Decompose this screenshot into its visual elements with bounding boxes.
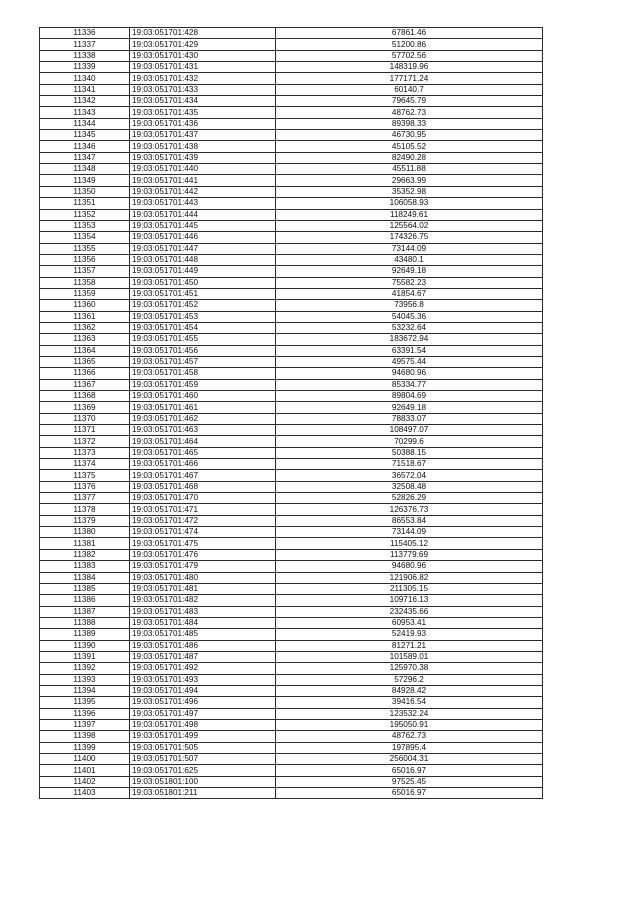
row-id-cell: 11338 xyxy=(40,50,130,61)
amount-cell: 101589.01 xyxy=(276,651,543,662)
table-row xyxy=(40,334,543,345)
cadastral-number-cell: 19:03:051701:442 xyxy=(130,186,276,197)
amount-cell: 92649.18 xyxy=(276,266,543,277)
amount-cell: 256004.31 xyxy=(276,754,543,765)
table-row xyxy=(40,776,543,787)
cadastral-number-cell: 19:03:051701:481 xyxy=(130,583,276,594)
cadastral-number-cell: 19:03:051701:431 xyxy=(130,62,276,73)
table-row xyxy=(40,391,543,402)
amount-cell: 45105.52 xyxy=(276,141,543,152)
row-id-cell: 11396 xyxy=(40,708,130,719)
table-row xyxy=(40,277,543,288)
cadastral-number-cell: 19:03:051701:476 xyxy=(130,549,276,560)
cadastral-number-cell: 19:03:051701:485 xyxy=(130,629,276,640)
cadastral-number-cell: 19:03:051701:433 xyxy=(130,84,276,95)
amount-cell: 121906.82 xyxy=(276,572,543,583)
cadastral-number-cell: 19:03:051701:465 xyxy=(130,447,276,458)
table-body xyxy=(40,28,543,799)
cadastral-number-cell: 19:03:051701:436 xyxy=(130,118,276,129)
amount-cell: 106058.93 xyxy=(276,198,543,209)
amount-cell: 197895.4 xyxy=(276,742,543,753)
amount-cell: 79645.79 xyxy=(276,96,543,107)
table-row xyxy=(40,538,543,549)
table-row xyxy=(40,311,543,322)
amount-cell: 65016.97 xyxy=(276,765,543,776)
row-id-cell: 11364 xyxy=(40,345,130,356)
cadastral-number-cell: 19:03:051701:457 xyxy=(130,356,276,367)
cadastral-number-cell: 19:03:051701:440 xyxy=(130,164,276,175)
table-row xyxy=(40,254,543,265)
amount-cell: 89398.33 xyxy=(276,118,543,129)
amount-cell: 81271.21 xyxy=(276,640,543,651)
row-id-cell: 11342 xyxy=(40,96,130,107)
table-row xyxy=(40,731,543,742)
amount-cell: 50388.15 xyxy=(276,447,543,458)
row-id-cell: 11379 xyxy=(40,515,130,526)
cadastral-number-cell: 19:03:051701:493 xyxy=(130,674,276,685)
cadastral-number-cell: 19:03:051701:446 xyxy=(130,232,276,243)
table-row xyxy=(40,266,543,277)
row-id-cell: 11345 xyxy=(40,130,130,141)
table-row xyxy=(40,504,543,515)
cadastral-number-cell: 19:03:051701:447 xyxy=(130,243,276,254)
row-id-cell: 11383 xyxy=(40,561,130,572)
table-row xyxy=(40,651,543,662)
cadastral-number-cell: 19:03:051701:482 xyxy=(130,595,276,606)
cadastral-number-cell: 19:03:051701:455 xyxy=(130,334,276,345)
amount-cell: 109716.13 xyxy=(276,595,543,606)
table-row xyxy=(40,515,543,526)
amount-cell: 39416.54 xyxy=(276,697,543,708)
row-id-cell: 11392 xyxy=(40,663,130,674)
table-row xyxy=(40,96,543,107)
amount-cell: 75582.23 xyxy=(276,277,543,288)
amount-cell: 70299.6 xyxy=(276,436,543,447)
cadastral-number-cell: 19:03:051701:475 xyxy=(130,538,276,549)
amount-cell: 41854.67 xyxy=(276,288,543,299)
cadastral-number-cell: 19:03:051701:437 xyxy=(130,130,276,141)
row-id-cell: 11375 xyxy=(40,470,130,481)
row-id-cell: 11360 xyxy=(40,300,130,311)
amount-cell: 78833.07 xyxy=(276,413,543,424)
table-row xyxy=(40,527,543,538)
row-id-cell: 11380 xyxy=(40,527,130,538)
cadastral-number-cell: 19:03:051701:468 xyxy=(130,481,276,492)
table-row xyxy=(40,322,543,333)
cadastral-number-cell: 19:03:051701:454 xyxy=(130,322,276,333)
amount-cell: 174326.75 xyxy=(276,232,543,243)
cadastral-number-cell: 19:03:051701:428 xyxy=(130,28,276,39)
table-row xyxy=(40,572,543,583)
amount-cell: 113779.69 xyxy=(276,549,543,560)
row-id-cell: 11344 xyxy=(40,118,130,129)
row-id-cell: 11363 xyxy=(40,334,130,345)
cadastral-number-cell: 19:03:051701:494 xyxy=(130,685,276,696)
cadastral-number-cell: 19:03:051701:625 xyxy=(130,765,276,776)
amount-cell: 48762.73 xyxy=(276,107,543,118)
row-id-cell: 11393 xyxy=(40,674,130,685)
amount-cell: 89804.69 xyxy=(276,391,543,402)
table-row xyxy=(40,379,543,390)
amount-cell: 71518.67 xyxy=(276,459,543,470)
row-id-cell: 11347 xyxy=(40,152,130,163)
cadastral-number-cell: 19:03:051701:497 xyxy=(130,708,276,719)
cadastral-number-cell: 19:03:051701:429 xyxy=(130,39,276,50)
amount-cell: 36572.04 xyxy=(276,470,543,481)
cadastral-number-cell: 19:03:051701:458 xyxy=(130,368,276,379)
amount-cell: 118249.61 xyxy=(276,209,543,220)
row-id-cell: 11385 xyxy=(40,583,130,594)
cadastral-number-cell: 19:03:051701:452 xyxy=(130,300,276,311)
row-id-cell: 11370 xyxy=(40,413,130,424)
row-id-cell: 11343 xyxy=(40,107,130,118)
table-row xyxy=(40,130,543,141)
cadastral-number-cell: 19:03:051701:462 xyxy=(130,413,276,424)
amount-cell: 123532.24 xyxy=(276,708,543,719)
table-row xyxy=(40,141,543,152)
table-row xyxy=(40,493,543,504)
table-row xyxy=(40,583,543,594)
amount-cell: 97525.45 xyxy=(276,776,543,787)
cadastral-number-cell: 19:03:051701:466 xyxy=(130,459,276,470)
cadastral-number-cell: 19:03:051701:449 xyxy=(130,266,276,277)
amount-cell: 48762.73 xyxy=(276,731,543,742)
table-row xyxy=(40,606,543,617)
cadastral-number-cell: 19:03:051701:459 xyxy=(130,379,276,390)
cadastral-number-cell: 19:03:051701:499 xyxy=(130,731,276,742)
row-id-cell: 11346 xyxy=(40,141,130,152)
cadastral-number-cell: 19:03:051701:484 xyxy=(130,617,276,628)
amount-cell: 73144.09 xyxy=(276,527,543,538)
cadastral-number-cell: 19:03:051701:463 xyxy=(130,425,276,436)
cadastral-number-cell: 19:03:051701:443 xyxy=(130,198,276,209)
cadastral-number-cell: 19:03:051701:471 xyxy=(130,504,276,515)
table-row xyxy=(40,243,543,254)
cadastral-number-cell: 19:03:051701:479 xyxy=(130,561,276,572)
cadastral-number-cell: 19:03:051701:496 xyxy=(130,697,276,708)
row-id-cell: 11348 xyxy=(40,164,130,175)
table-row xyxy=(40,413,543,424)
row-id-cell: 11359 xyxy=(40,288,130,299)
row-id-cell: 11352 xyxy=(40,209,130,220)
cadastral-number-cell: 19:03:051701:430 xyxy=(130,50,276,61)
row-id-cell: 11336 xyxy=(40,28,130,39)
cadastral-number-cell: 19:03:051701:438 xyxy=(130,141,276,152)
table-row xyxy=(40,164,543,175)
amount-cell: 29663.99 xyxy=(276,175,543,186)
cadastral-number-cell: 19:03:051801:211 xyxy=(130,788,276,799)
table-row xyxy=(40,107,543,118)
cadastral-number-cell: 19:03:051701:464 xyxy=(130,436,276,447)
table-row xyxy=(40,481,543,492)
row-id-cell: 11340 xyxy=(40,73,130,84)
row-id-cell: 11369 xyxy=(40,402,130,413)
table-row xyxy=(40,685,543,696)
row-id-cell: 11382 xyxy=(40,549,130,560)
amount-cell: 115405.12 xyxy=(276,538,543,549)
cadastral-number-cell: 19:03:051701:480 xyxy=(130,572,276,583)
row-id-cell: 11349 xyxy=(40,175,130,186)
cadastral-number-cell: 19:03:051701:434 xyxy=(130,96,276,107)
amount-cell: 35352.98 xyxy=(276,186,543,197)
table-row xyxy=(40,198,543,209)
table-row xyxy=(40,84,543,95)
row-id-cell: 11399 xyxy=(40,742,130,753)
amount-cell: 177171.24 xyxy=(276,73,543,84)
cadastral-number-cell: 19:03:051701:432 xyxy=(130,73,276,84)
cadastral-number-cell: 19:03:051701:450 xyxy=(130,277,276,288)
table-row xyxy=(40,152,543,163)
amount-cell: 73144.09 xyxy=(276,243,543,254)
table-row xyxy=(40,561,543,572)
amount-cell: 108497.07 xyxy=(276,425,543,436)
amount-cell: 51200.86 xyxy=(276,39,543,50)
amount-cell: 65016.97 xyxy=(276,788,543,799)
table-row xyxy=(40,300,543,311)
row-id-cell: 11367 xyxy=(40,379,130,390)
table-row xyxy=(40,459,543,470)
table-row xyxy=(40,640,543,651)
table-row xyxy=(40,28,543,39)
table-row xyxy=(40,186,543,197)
amount-cell: 232435.66 xyxy=(276,606,543,617)
cadastral-number-cell: 19:03:051701:444 xyxy=(130,209,276,220)
table-row xyxy=(40,288,543,299)
table-row xyxy=(40,220,543,231)
row-id-cell: 11400 xyxy=(40,754,130,765)
row-id-cell: 11394 xyxy=(40,685,130,696)
amount-cell: 85334.77 xyxy=(276,379,543,390)
amount-cell: 84928.42 xyxy=(276,685,543,696)
row-id-cell: 11391 xyxy=(40,651,130,662)
row-id-cell: 11354 xyxy=(40,232,130,243)
cadastral-number-cell: 19:03:051701:492 xyxy=(130,663,276,674)
table-row xyxy=(40,754,543,765)
row-id-cell: 11373 xyxy=(40,447,130,458)
table-row xyxy=(40,719,543,730)
cadastral-number-cell: 19:03:051701:472 xyxy=(130,515,276,526)
cadastral-number-cell: 19:03:051701:487 xyxy=(130,651,276,662)
amount-cell: 53232.64 xyxy=(276,322,543,333)
amount-cell: 195050.91 xyxy=(276,719,543,730)
row-id-cell: 11390 xyxy=(40,640,130,651)
row-id-cell: 11341 xyxy=(40,84,130,95)
row-id-cell: 11384 xyxy=(40,572,130,583)
table-row xyxy=(40,62,543,73)
cadastral-number-cell: 19:03:051701:474 xyxy=(130,527,276,538)
amount-cell: 125970.38 xyxy=(276,663,543,674)
amount-cell: 43480.1 xyxy=(276,254,543,265)
row-id-cell: 11371 xyxy=(40,425,130,436)
table-row xyxy=(40,470,543,481)
row-id-cell: 11350 xyxy=(40,186,130,197)
amount-cell: 49575.44 xyxy=(276,356,543,367)
amount-cell: 52419.93 xyxy=(276,629,543,640)
table-row xyxy=(40,436,543,447)
table-row xyxy=(40,368,543,379)
amount-cell: 45511.88 xyxy=(276,164,543,175)
table-row xyxy=(40,345,543,356)
row-id-cell: 11378 xyxy=(40,504,130,515)
cadastral-number-cell: 19:03:051701:439 xyxy=(130,152,276,163)
row-id-cell: 11337 xyxy=(40,39,130,50)
amount-cell: 94680.96 xyxy=(276,561,543,572)
row-id-cell: 11376 xyxy=(40,481,130,492)
table-row xyxy=(40,617,543,628)
cadastral-number-cell: 19:03:051701:461 xyxy=(130,402,276,413)
row-id-cell: 11401 xyxy=(40,765,130,776)
table-row xyxy=(40,595,543,606)
amount-cell: 57702.56 xyxy=(276,50,543,61)
row-id-cell: 11372 xyxy=(40,436,130,447)
table-row xyxy=(40,765,543,776)
table-row xyxy=(40,447,543,458)
table-row xyxy=(40,742,543,753)
cadastral-number-cell: 19:03:051701:445 xyxy=(130,220,276,231)
table-row xyxy=(40,73,543,84)
row-id-cell: 11395 xyxy=(40,697,130,708)
amount-cell: 125564.02 xyxy=(276,220,543,231)
table-row xyxy=(40,549,543,560)
row-id-cell: 11353 xyxy=(40,220,130,231)
amount-cell: 183672.94 xyxy=(276,334,543,345)
cadastral-number-cell: 19:03:051701:435 xyxy=(130,107,276,118)
cadastral-number-cell: 19:03:051701:486 xyxy=(130,640,276,651)
table-row xyxy=(40,708,543,719)
table-row xyxy=(40,674,543,685)
row-id-cell: 11398 xyxy=(40,731,130,742)
row-id-cell: 11366 xyxy=(40,368,130,379)
table-row xyxy=(40,50,543,61)
cadastral-number-cell: 19:03:051701:453 xyxy=(130,311,276,322)
cadastral-number-cell: 19:03:051701:507 xyxy=(130,754,276,765)
cadastral-number-cell: 19:03:051801:100 xyxy=(130,776,276,787)
cadastral-number-cell: 19:03:051701:470 xyxy=(130,493,276,504)
cadastral-number-cell: 19:03:051701:498 xyxy=(130,719,276,730)
row-id-cell: 11374 xyxy=(40,459,130,470)
row-id-cell: 11386 xyxy=(40,595,130,606)
table-row xyxy=(40,788,543,799)
amount-cell: 148319.96 xyxy=(276,62,543,73)
row-id-cell: 11355 xyxy=(40,243,130,254)
row-id-cell: 11388 xyxy=(40,617,130,628)
amount-cell: 32508.48 xyxy=(276,481,543,492)
amount-cell: 94680.96 xyxy=(276,368,543,379)
row-id-cell: 11377 xyxy=(40,493,130,504)
row-id-cell: 11389 xyxy=(40,629,130,640)
row-id-cell: 11397 xyxy=(40,719,130,730)
table-row xyxy=(40,356,543,367)
table-row xyxy=(40,629,543,640)
table-row xyxy=(40,175,543,186)
amount-cell: 60953.41 xyxy=(276,617,543,628)
table-row xyxy=(40,697,543,708)
row-id-cell: 11358 xyxy=(40,277,130,288)
cadastral-number-cell: 19:03:051701:505 xyxy=(130,742,276,753)
amount-cell: 92649.18 xyxy=(276,402,543,413)
row-id-cell: 11381 xyxy=(40,538,130,549)
amount-cell: 46730.95 xyxy=(276,130,543,141)
amount-cell: 54045.36 xyxy=(276,311,543,322)
cadastral-number-cell: 19:03:051701:460 xyxy=(130,391,276,402)
data-table xyxy=(39,27,543,799)
amount-cell: 73956.8 xyxy=(276,300,543,311)
cadastral-number-cell: 19:03:051701:483 xyxy=(130,606,276,617)
table-row xyxy=(40,39,543,50)
row-id-cell: 11351 xyxy=(40,198,130,209)
amount-cell: 52826.29 xyxy=(276,493,543,504)
row-id-cell: 11402 xyxy=(40,776,130,787)
row-id-cell: 11365 xyxy=(40,356,130,367)
table-row xyxy=(40,402,543,413)
row-id-cell: 11357 xyxy=(40,266,130,277)
amount-cell: 82490.28 xyxy=(276,152,543,163)
amount-cell: 67861.46 xyxy=(276,28,543,39)
row-id-cell: 11361 xyxy=(40,311,130,322)
amount-cell: 126376.73 xyxy=(276,504,543,515)
row-id-cell: 11387 xyxy=(40,606,130,617)
table-row xyxy=(40,209,543,220)
cadastral-number-cell: 19:03:051701:441 xyxy=(130,175,276,186)
row-id-cell: 11368 xyxy=(40,391,130,402)
amount-cell: 57296.2 xyxy=(276,674,543,685)
row-id-cell: 11403 xyxy=(40,788,130,799)
table-row xyxy=(40,232,543,243)
row-id-cell: 11356 xyxy=(40,254,130,265)
table-row xyxy=(40,118,543,129)
table-row xyxy=(40,663,543,674)
cadastral-number-cell: 19:03:051701:467 xyxy=(130,470,276,481)
amount-cell: 63391.54 xyxy=(276,345,543,356)
cadastral-number-cell: 19:03:051701:456 xyxy=(130,345,276,356)
row-id-cell: 11339 xyxy=(40,62,130,73)
table-row xyxy=(40,425,543,436)
amount-cell: 211305.15 xyxy=(276,583,543,594)
amount-cell: 60140.7 xyxy=(276,84,543,95)
row-id-cell: 11362 xyxy=(40,322,130,333)
cadastral-number-cell: 19:03:051701:451 xyxy=(130,288,276,299)
amount-cell: 86553.84 xyxy=(276,515,543,526)
cadastral-number-cell: 19:03:051701:448 xyxy=(130,254,276,265)
